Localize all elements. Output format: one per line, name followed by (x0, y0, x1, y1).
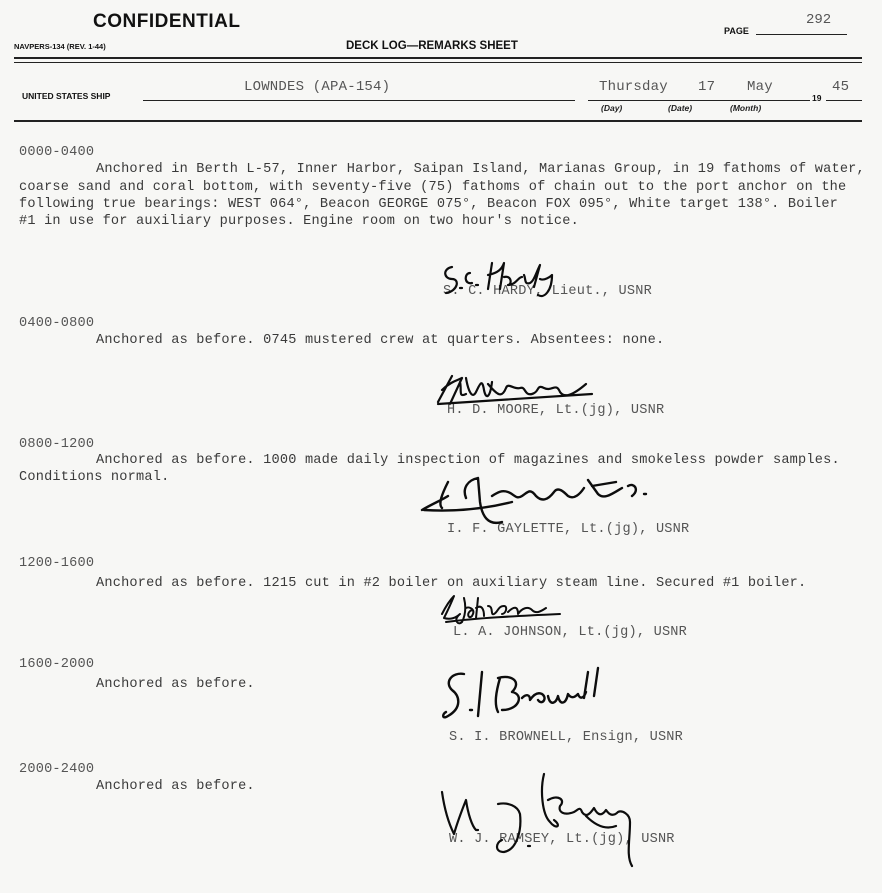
watch-remark-line: following true bearings: WEST 064°, Beacon GEORGE 075°, Beacon FOX 095°, White target 138°. Boiler (19, 197, 839, 212)
watch-period: 2000-2400 (19, 762, 95, 777)
watch-remark-line: Anchored as before. 0745 mustered crew at quarters. Absentees: none. (96, 333, 665, 348)
watch-period: 1200-1600 (19, 556, 95, 571)
officer-name: S. I. BROWNELL, Ensign, USNR (449, 730, 684, 745)
watch-remark-line: Anchored in Berth L-57, Inner Harbor, Saipan Island, Marianas Group, in 19 fathoms of water, (96, 162, 865, 177)
officer-name: I. F. GAYLETTE, Lt.(jg), USNR (447, 522, 690, 537)
log-day: Thursday (599, 79, 668, 95)
officer-signature (436, 770, 656, 870)
year-prefix: 19 (812, 93, 822, 103)
classification-stamp: CONFIDENTIAL (93, 11, 241, 32)
officer-signature (440, 255, 580, 301)
watch-period: 0400-0800 (19, 316, 95, 331)
form-id: NAVPERS-134 (REV. 1-44) (14, 42, 106, 51)
watch-remark-line: Conditions normal. (19, 470, 170, 485)
month-label: (Month) (730, 103, 762, 113)
watch-remark-line: Anchored as before. (96, 779, 255, 794)
watch-period: 0000-0400 (19, 145, 95, 160)
officer-name: W. J. RAMSEY, Lt.(jg), USNR (449, 832, 675, 847)
year-rule (826, 100, 862, 101)
header-bottom-rule (14, 120, 862, 122)
watch-period: 0800-1200 (19, 437, 95, 452)
officer-name: S. C. HARDY, Lieut., USNR (443, 284, 652, 299)
page-label: PAGE (724, 26, 749, 36)
header-top-rule (14, 57, 862, 59)
header-top-rule-2 (14, 62, 862, 63)
ship-name-rule (143, 100, 575, 101)
officer-signature (438, 664, 608, 726)
ship-name: LOWNDES (APA-154) (244, 79, 391, 95)
watch-remark-line: Anchored as before. 1000 made daily inspection of magazines and smokeless powder samples. (96, 453, 840, 468)
officer-signature (436, 592, 571, 628)
date-label: (Date) (668, 103, 693, 113)
page-number-rule (756, 34, 847, 35)
log-date: 17 (698, 79, 716, 95)
officer-signature (432, 370, 602, 410)
watch-remark-line: Anchored as before. 1215 cut in #2 boiler on auxiliary steam line. Secured #1 boiler. (96, 576, 807, 591)
watch-remark-line: #1 in use for auxiliary purposes. Engine room on two hour's notice. (19, 214, 579, 229)
log-month: May (747, 79, 773, 95)
date-rule (588, 100, 810, 101)
watch-period: 1600-2000 (19, 657, 95, 672)
watch-remark-line: coarse sand and coral bottom, with seventy-five (75) fathoms of chain out to the port anchor on the (19, 180, 847, 195)
officer-signature (418, 470, 658, 530)
officer-name: H. D. MOORE, Lt.(jg), USNR (447, 403, 665, 418)
watch-remark-line: Anchored as before. (96, 677, 255, 692)
log-year: 45 (832, 79, 850, 95)
sheet-title: DECK LOG—REMARKS SHEET (346, 40, 518, 52)
page-number: 292 (806, 12, 832, 28)
officer-name: L. A. JOHNSON, Lt.(jg), USNR (453, 625, 688, 640)
day-label: (Day) (601, 103, 623, 113)
ship-label: UNITED STATES SHIP (22, 91, 111, 101)
